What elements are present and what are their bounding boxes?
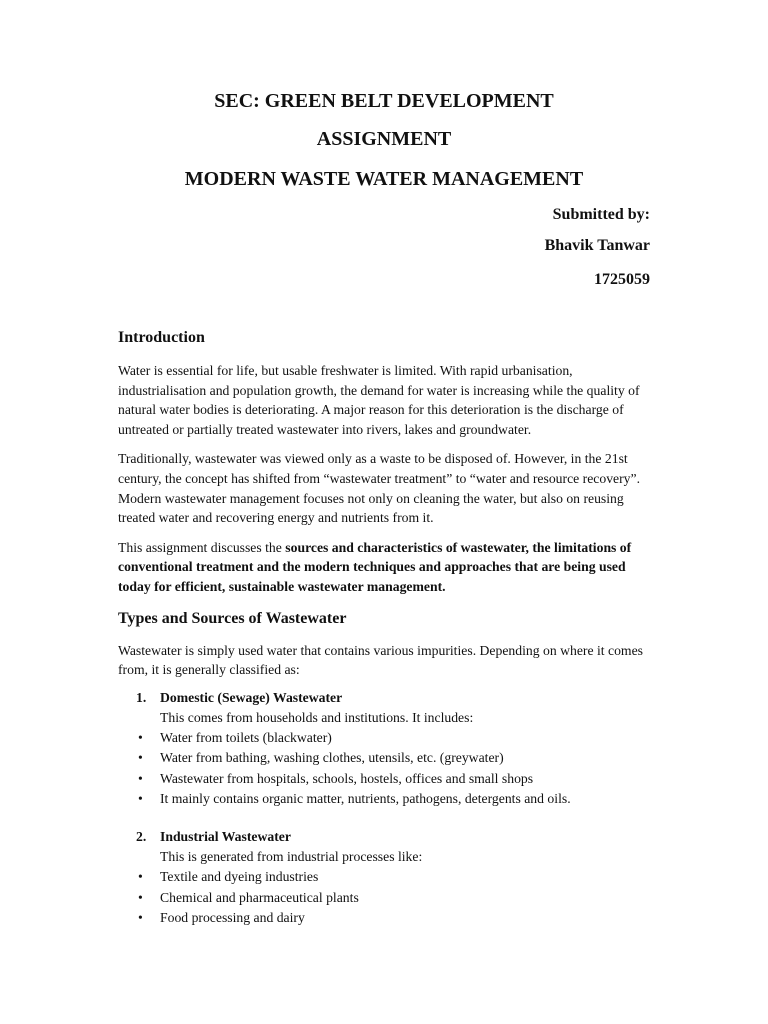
list-item: [118, 769, 650, 789]
type-item-description: This is generated from industrial processes like:: [160, 849, 423, 865]
bullet-icon: •: [138, 729, 143, 745]
submitter-name: Bhavik Tanwar: [544, 237, 650, 254]
bullet-icon: •: [138, 889, 143, 905]
submitter-id: 1725059: [594, 271, 650, 288]
spacer: [118, 809, 650, 827]
list-item-text: Textile and dyeing industries: [160, 869, 319, 885]
list-item-text: Wastewater from hospitals, schools, hostels, offices and small shops: [160, 770, 534, 786]
list-item-text: Water from bathing, washing clothes, utensils, etc. (greywater): [160, 750, 504, 766]
types-intro: Wastewater is simply used water that contains various impurities. Depending on where it comes from, it is generally classified as:: [118, 642, 643, 678]
type-item-number: 1.: [136, 689, 147, 705]
header-assignment-title: ASSIGNMENT: [316, 128, 452, 150]
introduction-paragraph-3-bold: sources and characteristics of wastewater, the limitations of conventional treatment and the modern techniques and approaches that are being used today for efficient, sustainable wastewater management.: [118, 539, 632, 594]
types-heading: Types and Sources of Wastewater: [118, 609, 347, 627]
list-item: [118, 888, 650, 908]
list-item: [118, 748, 650, 768]
bullet-icon: •: [138, 910, 143, 926]
introduction-heading: Introduction: [118, 329, 205, 346]
type-item-number: 2.: [136, 829, 147, 845]
introduction-paragraph-2: Traditionally, wastewater was viewed only as a waste to be disposed of. However, in the 21st century, the concept has shifted from “wastewater treatment” to “water and resource recovery”. Modern wastewater management focuses not only on cleaning the water, but also on reusing treated water and recovering energy and nutrients from it.: [118, 451, 641, 526]
document-body: [118, 328, 650, 929]
type-item-bullet-list: [118, 728, 650, 810]
type-item-industrial: [118, 827, 650, 928]
list-item: [118, 867, 650, 887]
header-topic-title: MODERN WASTE WATER MANAGEMENT: [184, 168, 584, 190]
type-item-title: Domestic (Sewage) Wastewater: [160, 689, 343, 705]
bullet-icon: •: [138, 869, 143, 885]
header-course-title: SEC: GREEN BELT DEVELOPMENT: [214, 90, 554, 112]
list-item: [118, 728, 650, 748]
bullet-icon: •: [138, 770, 143, 786]
type-item-bullet-list: [118, 867, 650, 928]
type-item-description: This comes from households and institutions. It includes:: [160, 709, 474, 725]
bullet-icon: •: [138, 750, 143, 766]
submitted-by-label: Submitted by:: [552, 206, 650, 223]
introduction-paragraph-3-lead: This assignment discusses the: [118, 539, 286, 555]
list-item-text: Water from toilets (blackwater): [160, 729, 332, 745]
bullet-icon: •: [138, 790, 143, 806]
list-item-text: Chemical and pharmaceutical plants: [160, 889, 359, 905]
list-item-text: It mainly contains organic matter, nutrients, pathogens, detergents and oils.: [160, 790, 571, 806]
list-item: [118, 908, 650, 928]
introduction-paragraph-3: [118, 538, 650, 597]
type-item-domestic: [118, 688, 650, 810]
list-item-text: Food processing and dairy: [160, 910, 305, 926]
introduction-paragraph-1: Water is essential for life, but usable freshwater is limited. With rapid urbanisation, industrialisation and population growth, the demand for water is increasing while the quality of natural water bodies is deteriorating. A major reason for this deterioration is the discharge of untreated or partially treated wastewater into rivers, lakes and groundwater.: [118, 363, 640, 437]
type-item-title: Industrial Wastewater: [160, 829, 291, 845]
list-item: [118, 789, 650, 809]
